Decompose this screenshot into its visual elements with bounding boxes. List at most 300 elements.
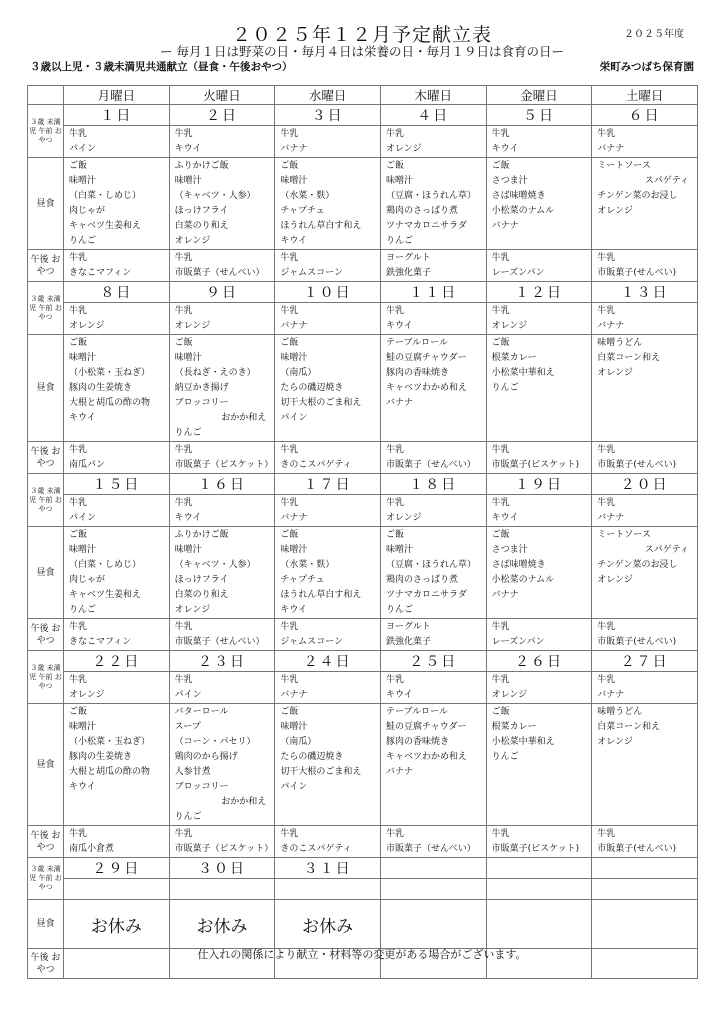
menu-item: 鮭の豆腐チャウダー xyxy=(385,722,467,732)
afternoon-snack-cell xyxy=(169,250,275,282)
menu-item: 鉄強化菓子 xyxy=(385,637,431,647)
afternoon-snack-cell xyxy=(486,826,592,858)
menu-item: キャベツ生姜和え xyxy=(69,221,142,231)
menu-item: ヨーグルト xyxy=(385,253,431,263)
date-cell: １７日 xyxy=(275,474,381,495)
menu-item: オレンジ xyxy=(597,575,633,585)
menu-item: さつま汁 xyxy=(491,176,528,186)
fiscal-year: ２０２５年度 xyxy=(624,29,684,40)
menu-item: 味噌汁 xyxy=(69,722,97,732)
date-cell: １日 xyxy=(64,105,170,126)
menu-item: ふりかけご飯 xyxy=(174,530,229,540)
afternoon-snack-cell xyxy=(275,442,381,474)
menu-item: バナナ xyxy=(280,690,308,700)
menu-item: 鮭の豆腐チャウダー xyxy=(385,353,467,363)
morning-snack-row xyxy=(28,672,698,704)
menu-item: キャベツわかめ和え xyxy=(385,383,467,393)
menu-item: （白菜・しめじ） xyxy=(69,560,142,570)
lunch-cell xyxy=(275,527,381,619)
menu-item: 豚肉の生姜焼き xyxy=(69,752,133,762)
date-cell: ９日 xyxy=(169,282,275,303)
menu-item: オレンジ xyxy=(174,321,211,331)
afternoon-snack-label: 午後 おやつ xyxy=(28,250,64,282)
lunch-cell xyxy=(64,335,170,442)
date-cell: ２２日 xyxy=(64,651,170,672)
morning-snack-cell xyxy=(592,495,698,527)
menu-item: 牛乳 xyxy=(174,498,193,508)
menu-item: 南瓜小倉煮 xyxy=(69,844,115,854)
afternoon-snack-cell xyxy=(275,826,381,858)
menu-item: 小松菜のナムル xyxy=(491,575,555,585)
menu-item: 牛乳 xyxy=(491,129,510,139)
morning-snack-cell xyxy=(592,672,698,704)
menu-item: オレンジ xyxy=(385,513,422,523)
menu-item: ふりかけご飯 xyxy=(174,161,229,171)
lunch-cell xyxy=(169,527,275,619)
menu-item: 味噌うどん xyxy=(597,707,643,717)
morning-snack-label: ３歳 未満児 午前 おやつ xyxy=(28,105,64,158)
menu-item: 市販菓子（せんべい） xyxy=(385,460,476,470)
menu-item: 牛乳 xyxy=(280,445,299,455)
lunch-cell xyxy=(64,527,170,619)
menu-item: 豚肉の香味焼き xyxy=(385,737,449,747)
menu-item: （水菜・麩） xyxy=(280,560,335,570)
morning-snack-row xyxy=(28,126,698,158)
menu-item: 牛乳 xyxy=(174,829,193,839)
afternoon-snack-cell xyxy=(486,619,592,651)
menu-item: 牛乳 xyxy=(174,675,193,685)
menu-item: オレンジ xyxy=(174,605,211,615)
date-cell: ２６日 xyxy=(486,651,592,672)
lunch-row xyxy=(28,158,698,250)
lunch-label: 昼食 xyxy=(28,527,64,619)
lunch-label: 昼食 xyxy=(28,704,64,826)
menu-item: 市販菓子(せんべい) xyxy=(597,844,677,854)
menu-item: ご飯 xyxy=(69,161,88,171)
morning-snack-cell xyxy=(592,126,698,158)
footer-note: 仕入れの関係により献立・材料等の変更がある場合がございます。 xyxy=(197,948,527,961)
afternoon-snack-row xyxy=(28,826,698,858)
weekday-header: 水曜日 xyxy=(275,86,381,105)
lunch-cell xyxy=(592,704,698,826)
menu-item: 味噌汁 xyxy=(174,176,202,186)
date-cell: １９日 xyxy=(486,474,592,495)
date-row xyxy=(28,651,698,672)
menu-item: ご飯 xyxy=(280,530,299,540)
lunch-row xyxy=(28,335,698,442)
date-cell: １８日 xyxy=(380,474,486,495)
menu-item: 牛乳 xyxy=(491,829,510,839)
menu-item: 牛乳 xyxy=(280,129,299,139)
menu-item: 牛乳 xyxy=(597,445,616,455)
menu-item: ご飯 xyxy=(491,707,510,717)
menu-item: チャプチェ xyxy=(280,575,325,585)
menu-item: 白菜のり和え xyxy=(174,221,229,231)
lunch-cell xyxy=(486,335,592,442)
menu-item: 鉄強化菓子 xyxy=(385,268,431,278)
afternoon-snack-cell xyxy=(380,826,486,858)
menu-item: （長ねぎ・えのき） xyxy=(174,368,256,378)
menu-item: 市販菓子（ビスケット） xyxy=(174,844,274,854)
menu-item: （水菜・麩） xyxy=(280,191,335,201)
morning-snack-cell xyxy=(486,495,592,527)
menu-item: 牛乳 xyxy=(69,253,88,263)
date-cell: ２３日 xyxy=(169,651,275,672)
morning-snack-cell xyxy=(275,879,381,900)
menu-item: 牛乳 xyxy=(174,306,193,316)
menu-item: （豆腐・ほうれん草） xyxy=(385,560,476,570)
menu-item: 牛乳 xyxy=(280,306,299,316)
menu-item: キャベツ生姜和え xyxy=(69,590,142,600)
menu-item: （キャベツ・人参） xyxy=(174,560,256,570)
date-cell: １１日 xyxy=(380,282,486,303)
afternoon-snack-cell xyxy=(275,619,381,651)
morning-snack-cell xyxy=(380,879,486,900)
menu-item: 市販菓子（ビスケット） xyxy=(174,460,274,470)
afternoon-snack-cell xyxy=(380,619,486,651)
date-row xyxy=(28,858,698,879)
menu-item: りんご xyxy=(491,752,519,762)
menu-item: 白菜コーン和え xyxy=(597,722,661,732)
menu-item: ご飯 xyxy=(280,161,299,171)
menu-item: バナナ xyxy=(385,398,413,408)
menu-item: （南瓜） xyxy=(280,737,317,747)
menu-item: 味噌汁 xyxy=(280,545,308,555)
date-cell: ２０日 xyxy=(592,474,698,495)
menu-item: ご飯 xyxy=(280,338,299,348)
menu-item: 牛乳 xyxy=(597,829,616,839)
menu-item: バナナ xyxy=(597,144,625,154)
date-cell: ３１日 xyxy=(275,858,381,879)
menu-item: 牛乳 xyxy=(491,306,510,316)
morning-snack-cell xyxy=(486,126,592,158)
afternoon-snack-cell xyxy=(486,250,592,282)
morning-snack-cell xyxy=(64,879,170,900)
page-title: ２０２５年１２月予定献立表 xyxy=(231,24,492,46)
menu-item: 牛乳 xyxy=(597,498,616,508)
weekday-header-row xyxy=(28,86,698,105)
afternoon-snack-cell xyxy=(592,250,698,282)
afternoon-snack-cell xyxy=(64,619,170,651)
menu-item: 牛乳 xyxy=(69,129,88,139)
morning-snack-cell xyxy=(64,303,170,335)
menu-item: パイン xyxy=(280,413,308,423)
menu-item: 牛乳 xyxy=(280,253,299,263)
menu-item: キウイ xyxy=(385,321,413,331)
afternoon-snack-label: 午後 おやつ xyxy=(28,442,64,474)
weekday-header: 金曜日 xyxy=(486,86,592,105)
menu-item: ジャムスコーン xyxy=(280,268,343,278)
menu-item: 牛乳 xyxy=(174,445,193,455)
menu-item: りんご xyxy=(491,383,519,393)
menu-item: 大根と胡瓜の酢の物 xyxy=(69,398,151,408)
menu-item: 牛乳 xyxy=(491,253,510,263)
date-cell: ２７日 xyxy=(592,651,698,672)
menu-item: オレンジ xyxy=(69,690,105,700)
menu-item: 小松菜中華和え xyxy=(491,368,555,378)
lunch-cell xyxy=(169,704,275,826)
menu-item: バターロール xyxy=(174,707,229,717)
menu-item: おかか和え xyxy=(221,797,267,807)
afternoon-snack-cell xyxy=(380,442,486,474)
menu-item: オレンジ xyxy=(174,236,211,246)
menu-item: ほうれん草白す和え xyxy=(280,221,362,231)
menu-item: 牛乳 xyxy=(385,445,404,455)
menu-item: バナナ xyxy=(597,690,625,700)
lunch-cell xyxy=(169,158,275,250)
morning-snack-cell xyxy=(275,303,381,335)
menu-item: 市販菓子(ビスケット) xyxy=(491,844,580,854)
weekday-header: 火曜日 xyxy=(169,86,275,105)
menu-item: キウイ xyxy=(69,782,96,792)
menu-item: オレンジ xyxy=(491,690,528,700)
afternoon-snack-cell xyxy=(275,250,381,282)
menu-item: 牛乳 xyxy=(385,498,404,508)
afternoon-snack-cell xyxy=(169,619,275,651)
menu-item: レーズンパン xyxy=(491,268,545,278)
menu-item: キウイ xyxy=(385,690,413,700)
menu-item: （南瓜） xyxy=(280,368,317,378)
closed-label: お休み xyxy=(64,900,170,949)
menu-item: レーズンパン xyxy=(491,637,545,647)
afternoon-snack-row xyxy=(28,442,698,474)
menu-item: 肉じゃが xyxy=(69,206,106,216)
date-cell: ２５日 xyxy=(380,651,486,672)
menu-item: テーブルロール xyxy=(385,338,448,348)
menu-item: たらの磯辺焼き xyxy=(280,752,344,762)
menu-item: 市販菓子(せんべい) xyxy=(597,268,677,278)
menu-item: 鶏肉のさっぱり煮 xyxy=(385,206,458,216)
menu-item: おかか和え xyxy=(221,413,267,423)
date-cell xyxy=(592,858,698,879)
menu-item: ミートソース xyxy=(597,161,651,171)
morning-snack-cell xyxy=(169,879,275,900)
lunch-cell xyxy=(486,900,592,949)
menu-item: 市販菓子(せんべい) xyxy=(597,637,677,647)
menu-item: ご飯 xyxy=(280,707,299,717)
menu-item: 味噌うどん xyxy=(597,338,643,348)
lunch-cell xyxy=(486,158,592,250)
afternoon-snack-cell xyxy=(486,442,592,474)
menu-item: オレンジ xyxy=(491,321,528,331)
date-cell: ８日 xyxy=(64,282,170,303)
afternoon-snack-row xyxy=(28,619,698,651)
date-row xyxy=(28,105,698,126)
menu-item: パイン xyxy=(174,690,202,700)
lunch-label: 昼食 xyxy=(28,900,64,949)
afternoon-snack-cell xyxy=(592,619,698,651)
morning-snack-cell xyxy=(169,303,275,335)
menu-item: りんご xyxy=(174,812,202,822)
menu-item: 牛乳 xyxy=(280,498,299,508)
lunch-cell xyxy=(275,158,381,250)
menu-item: ご飯 xyxy=(491,338,510,348)
menu-item: バナナ xyxy=(597,321,625,331)
menu-item: パイン xyxy=(280,782,308,792)
menu-item: 白菜のり和え xyxy=(174,590,229,600)
menu-item: チャプチェ xyxy=(280,206,325,216)
morning-snack-cell xyxy=(592,303,698,335)
menu-item: 牛乳 xyxy=(69,829,88,839)
morning-snack-row xyxy=(28,495,698,527)
menu-item: りんご xyxy=(69,236,97,246)
date-cell: １２日 xyxy=(486,282,592,303)
menu-item: たらの磯辺焼き xyxy=(280,383,344,393)
lunch-cell xyxy=(592,335,698,442)
morning-snack-cell xyxy=(169,126,275,158)
menu-item: キウイ xyxy=(491,144,519,154)
menu-item: 市販菓子（せんべい） xyxy=(385,844,476,854)
menu-item: ヨーグルト xyxy=(385,622,431,632)
menu-item: 味噌汁 xyxy=(280,722,308,732)
menu-item: テーブルロール xyxy=(385,707,448,717)
menu-item: ブロッコリー xyxy=(174,398,229,408)
menu-item: 牛乳 xyxy=(491,622,510,632)
weekday-header: 月曜日 xyxy=(64,86,170,105)
afternoon-snack-label: 午後 おやつ xyxy=(28,826,64,858)
menu-item: オレンジ xyxy=(597,737,633,747)
date-cell xyxy=(486,858,592,879)
lunch-cell xyxy=(64,158,170,250)
menu-item: 牛乳 xyxy=(597,129,616,139)
lunch-cell xyxy=(486,527,592,619)
menu-item: オレンジ xyxy=(385,144,422,154)
menu-item: 味噌汁 xyxy=(174,353,202,363)
menu-item: ブロッコリー xyxy=(174,782,229,792)
menu-scope: ３歳以上児・３歳未満児共通献立（昼食・午後おやつ） xyxy=(30,61,293,73)
closed-label: お休み xyxy=(169,900,275,949)
morning-snack-row xyxy=(28,303,698,335)
menu-item: バナナ xyxy=(280,144,308,154)
subtitle: ー 毎月１日は野菜の日・毎月４日は栄養の日・毎月１９日は食育の日ー xyxy=(160,44,564,59)
weekday-header: 木曜日 xyxy=(380,86,486,105)
menu-item: 牛乳 xyxy=(385,829,404,839)
morning-snack-cell xyxy=(486,303,592,335)
menu-item: りんご xyxy=(69,605,97,615)
menu-item: オレンジ xyxy=(597,206,633,216)
menu-item: 牛乳 xyxy=(597,306,616,316)
date-row xyxy=(28,474,698,495)
menu-item: 市販菓子（せんべい） xyxy=(174,637,265,647)
menu-item: チンゲン菜のお浸し xyxy=(597,560,678,570)
menu-item: 豚肉の香味焼き xyxy=(385,368,449,378)
menu-item: 牛乳 xyxy=(174,253,193,263)
menu-item: パイン xyxy=(69,144,97,154)
menu-item: ご飯 xyxy=(69,338,88,348)
morning-snack-cell xyxy=(64,126,170,158)
menu-item: オレンジ xyxy=(69,321,105,331)
corner-cell xyxy=(28,86,64,105)
date-cell: ２日 xyxy=(169,105,275,126)
menu-item: 牛乳 xyxy=(385,675,404,685)
menu-item: 小松菜のナムル xyxy=(491,206,555,216)
menu-item: さば味噌焼き xyxy=(491,191,546,201)
menu-item: 牛乳 xyxy=(280,829,299,839)
lunch-label: 昼食 xyxy=(28,158,64,250)
menu-item: （小松菜・玉ねぎ） xyxy=(69,368,151,378)
afternoon-snack-cell xyxy=(592,442,698,474)
menu-item: 味噌汁 xyxy=(69,353,97,363)
afternoon-snack-cell xyxy=(64,250,170,282)
menu-item: 牛乳 xyxy=(385,129,404,139)
date-cell: １０日 xyxy=(275,282,381,303)
menu-item: バナナ xyxy=(597,513,625,523)
menu-item: さば味噌焼き xyxy=(491,560,546,570)
menu-item: キウイ xyxy=(174,144,202,154)
menu-item: 牛乳 xyxy=(280,622,299,632)
morning-snack-cell xyxy=(380,495,486,527)
menu-item: ほっけフライ xyxy=(174,206,229,216)
menu-item: バナナ xyxy=(280,321,308,331)
afternoon-snack-cell xyxy=(64,442,170,474)
lunch-row xyxy=(28,900,698,949)
menu-item: ご飯 xyxy=(385,161,404,171)
date-cell: ３０日 xyxy=(169,858,275,879)
menu-item: 小松菜中華和え xyxy=(491,737,555,747)
menu-item: ほっけフライ xyxy=(174,575,229,585)
menu-item: ジャムスコーン xyxy=(280,637,343,647)
menu-item: 味噌汁 xyxy=(69,545,97,555)
afternoon-snack-cell xyxy=(169,826,275,858)
date-cell: １６日 xyxy=(169,474,275,495)
date-cell: ２９日 xyxy=(64,858,170,879)
lunch-cell xyxy=(380,335,486,442)
lunch-cell xyxy=(592,900,698,949)
menu-item: 鶏肉のから揚げ xyxy=(174,752,238,762)
menu-item: ツナマカロニサラダ xyxy=(385,590,467,600)
menu-item: 牛乳 xyxy=(597,622,616,632)
menu-item: ご飯 xyxy=(491,161,510,171)
menu-item: 牛乳 xyxy=(69,445,88,455)
menu-item: 市販菓子(ビスケット) xyxy=(491,460,580,470)
menu-item: 味噌汁 xyxy=(174,545,202,555)
menu-item: キャベツわかめ和え xyxy=(385,752,467,762)
date-cell: ５日 xyxy=(486,105,592,126)
menu-item: きなこマフィン xyxy=(69,268,132,278)
menu-item: キウイ xyxy=(174,513,202,523)
menu-item: 牛乳 xyxy=(69,498,88,508)
date-cell: １５日 xyxy=(64,474,170,495)
menu-item: （キャベツ・人参） xyxy=(174,191,256,201)
menu-item: 白菜コーン和え xyxy=(597,353,661,363)
date-cell: ３日 xyxy=(275,105,381,126)
morning-snack-cell xyxy=(64,495,170,527)
menu-item: バナナ xyxy=(385,767,413,777)
lunch-cell xyxy=(592,527,698,619)
date-cell xyxy=(380,858,486,879)
menu-item: 肉じゃが xyxy=(69,575,106,585)
date-cell: ４日 xyxy=(380,105,486,126)
menu-item: 牛乳 xyxy=(280,675,299,685)
menu-item: 大根と胡瓜の酢の物 xyxy=(69,767,151,777)
afternoon-snack-label: 午後 おやつ xyxy=(28,949,64,979)
menu-item: 市販菓子（せんべい） xyxy=(174,268,265,278)
menu-table xyxy=(27,85,698,979)
morning-snack-cell xyxy=(275,672,381,704)
menu-item: きなこマフィン xyxy=(69,637,132,647)
lunch-cell xyxy=(380,704,486,826)
lunch-cell xyxy=(486,704,592,826)
menu-item: スパゲティ xyxy=(644,545,689,555)
morning-snack-cell xyxy=(169,672,275,704)
menu-item: オレンジ xyxy=(597,368,633,378)
menu-item: 牛乳 xyxy=(174,129,193,139)
afternoon-snack-cell xyxy=(169,442,275,474)
menu-item: ご飯 xyxy=(69,530,88,540)
morning-snack-cell xyxy=(486,672,592,704)
lunch-label: 昼食 xyxy=(28,335,64,442)
menu-item: 牛乳 xyxy=(491,445,510,455)
